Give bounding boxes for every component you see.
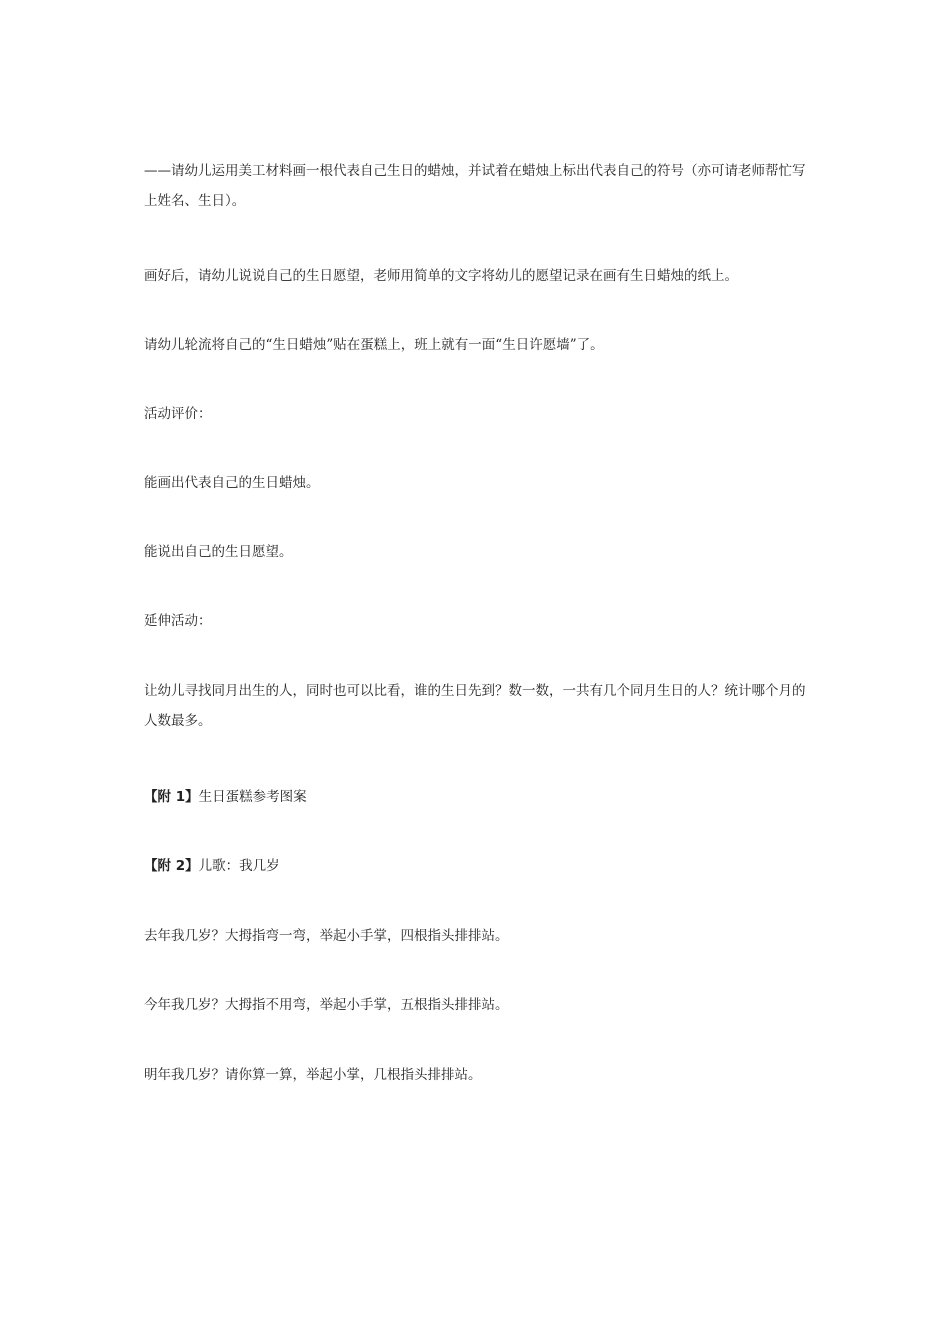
heading-activity-evaluation: 活动评价： [144,406,212,422]
paragraph-wish-wall: 请幼儿轮流将自己的“生日蜡烛”贴在蛋糕上，班上就有一面“生日许愿墙”了。 [144,337,604,353]
appendix-1-text: 生日蛋糕参考图案 [198,789,307,805]
paragraph-birthday-wish: 画好后，请幼儿说说自己的生日愿望，老师用简单的文字将幼儿的愿望记录在画有生日蜡烛的纸上。 [144,268,738,284]
paragraph-evaluation-1: 能画出代表自己的生日蜡烛。 [144,475,320,491]
poem-line-2: 今年我几岁？大拇指不用弯，举起小手掌，五根指头排排站。 [144,997,509,1013]
appendix-2 [144,851,814,881]
paragraph-evaluation-2: 能说出自己的生日愿望。 [144,544,293,560]
poem-line-1: 去年我几岁？大拇指弯一弯，举起小手掌，四根指头排排站。 [144,928,509,944]
poem-line-3: 明年我几岁？请你算一算，举起小掌，几根指头排排站。 [144,1067,482,1083]
heading-extension-activity: 延伸活动： [144,613,212,629]
paragraph-candle-drawing: ——请幼儿运用美工材料画一根代表自己生日的蜡烛，并试着在蜡烛上标出代表自己的符号（亦可请老师帮忙写上姓名、生日）。 [144,163,806,209]
appendix-1 [144,782,814,812]
paragraph-extension-content: 让幼儿寻找同月出生的人，同时也可以比看，谁的生日先到？数一数，一共有几个同月生日的人？统计哪个月的人数最多。 [144,683,806,729]
appendix-2-label: 【附 2】 [144,858,199,874]
appendix-1-label: 【附 1】 [144,789,199,805]
appendix-2-text: 儿歌：我几岁 [198,858,280,874]
